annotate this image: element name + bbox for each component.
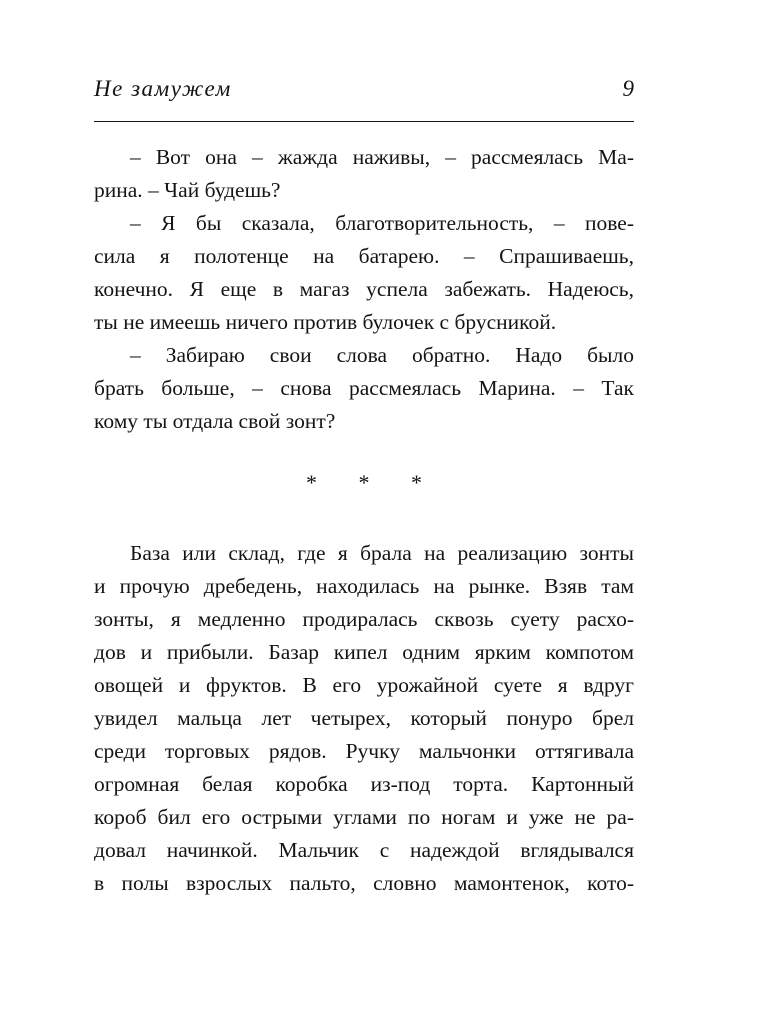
text-block-narrative	[94, 537, 634, 900]
text-line: брать больше, – снова рассмеялась Марина. – Так	[94, 376, 634, 400]
header-rule	[94, 121, 634, 122]
text-line: и прочую дребедень, находилась на рынке. Взяв там	[94, 574, 634, 598]
section-separator: * * *	[306, 470, 440, 495]
text-line: – Я бы сказала, благотворительность, – пове-	[130, 211, 634, 235]
text-block-dialogue	[94, 141, 634, 438]
running-head-title: Не замужем	[94, 76, 232, 101]
text-line: – Забираю свои слова обратно. Надо было	[130, 343, 634, 367]
text-line: дов и прибыли. Базар кипел одним ярким компотом	[94, 640, 634, 664]
text-line: огромная белая коробка из-под торта. Картонный	[94, 772, 634, 796]
page-number: 9	[622, 76, 634, 101]
text-line: База или склад, где я брала на реализацию зонты	[130, 541, 634, 565]
text-line: зонты, я медленно продиралась сквозь суету расхо-	[94, 607, 634, 631]
text-line: кому ты отдала свой зонт?	[94, 409, 336, 433]
text-line: сила я полотенце на батарею. – Спрашиваешь,	[94, 244, 634, 268]
text-line: в полы взрослых пальто, словно мамонтенок, кото-	[94, 871, 634, 895]
text-line: овощей и фруктов. В его урожайной суете я вдруг	[94, 673, 634, 697]
text-line: среди торговых рядов. Ручку мальчонки оттягивала	[94, 739, 634, 763]
text-line: конечно. Я еще в магаз успела забежать. Надеюсь,	[94, 277, 634, 301]
text-line: рина. – Чай будешь?	[94, 178, 281, 202]
text-line: короб бил его острыми углами по ногам и уже не ра-	[94, 805, 634, 829]
running-head	[94, 76, 634, 108]
text-line: ты не имеешь ничего против булочек с брусникой.	[94, 310, 557, 334]
text-line: довал начинкой. Мальчик с надеждой вглядывался	[94, 838, 634, 862]
text-line: – Вот она – жажда наживы, – рассмеялась Ма-	[130, 145, 634, 169]
text-line: увидел мальца лет четырех, который понуро брел	[94, 706, 634, 730]
